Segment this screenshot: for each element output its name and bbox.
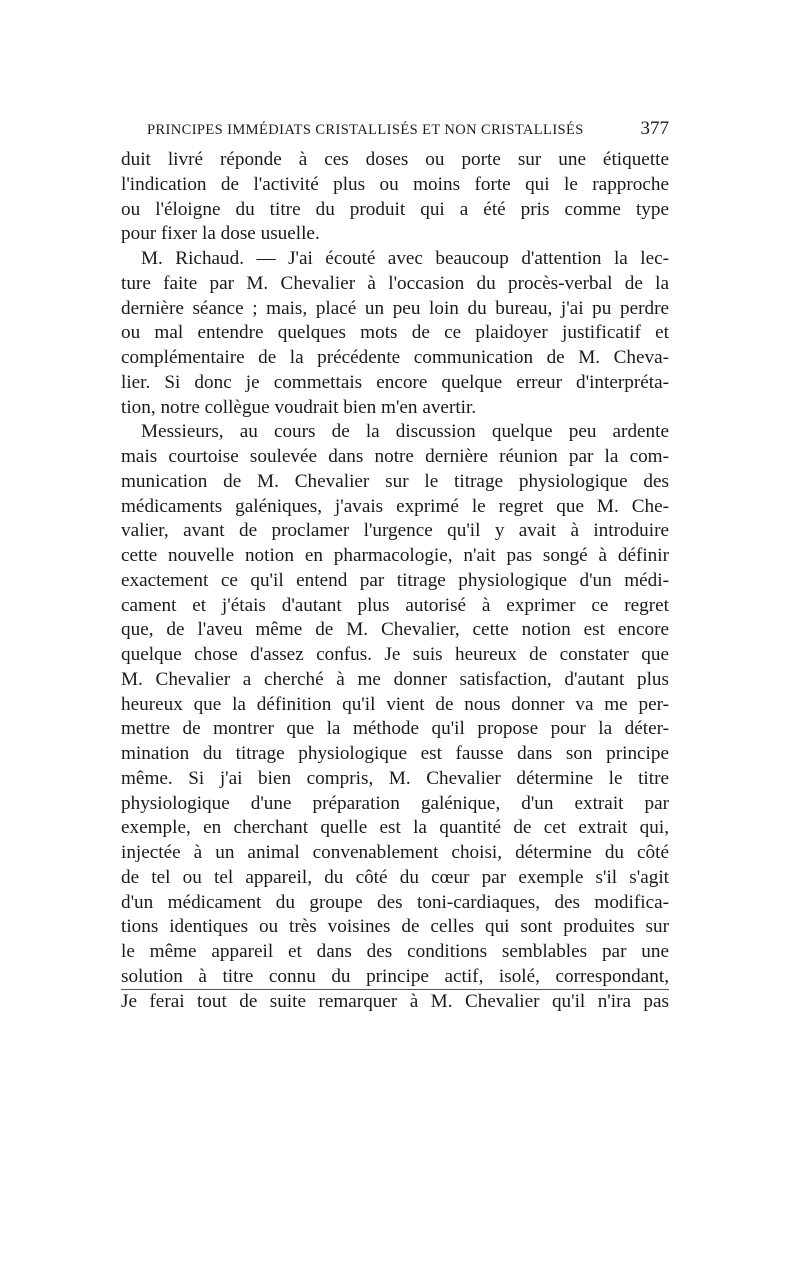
text-line: tion, notre collègue voudrait bien m'en avertir. <box>121 396 477 418</box>
text-line: ou l'éloigne du titre du produit qui a été pris comme type <box>121 198 669 220</box>
text-line: pour fixer la dose usuelle. <box>121 223 320 245</box>
page-number: 377 <box>640 118 669 139</box>
text-line: lier. Si donc je commettais encore quelque erreur d'interpréta- <box>121 371 669 393</box>
text-line: munication de M. Chevalier sur le titrage physiologique des <box>121 470 669 492</box>
text-line: dernière séance ; mais, placé un peu loin du bureau, j'ai pu perdre <box>121 297 669 319</box>
text-line: l'indication de l'activité plus ou moins forte qui le rapproche <box>121 173 669 195</box>
text-line: tions identiques ou très voisines de celles qui sont produites sur <box>121 916 669 938</box>
speaker-line: M. Richaud. — J'ai écouté avec beaucoup d'attention la lec- <box>141 248 669 269</box>
text-line: exactement ce qu'il entend par titrage physiologique d'un médi- <box>121 569 669 591</box>
text-line: physiologique d'une préparation galénique, d'un extrait par <box>121 792 669 814</box>
text-line: le même appareil et dans des conditions semblables par une <box>121 941 669 962</box>
text-line: cament et j'étais d'autant plus autorisé à exprimer ce regret <box>121 594 669 616</box>
text-line: cette nouvelle notion en pharmacologie, n'ait pas songé à définir <box>121 545 669 566</box>
text-line: que, de l'aveu même de M. Chevalier, cette notion est encore <box>121 619 669 641</box>
text-line: mination du titrage physiologique est fausse dans son principe <box>121 743 669 764</box>
text-line: de tel ou tel appareil, du côté du cœur par exemple s'il s'agit <box>121 866 669 888</box>
running-head <box>147 118 669 140</box>
text-line: d'un médicament du groupe des toni-cardiaques, des modifica- <box>121 891 669 913</box>
running-title: PRINCIPES IMMÉDIATS CRISTALLISÉS ET NON CRISTALLISÉS <box>147 122 584 138</box>
paragraph-start-line: Messieurs, au cours de la discussion quelque peu ardente <box>141 421 669 443</box>
text-line: Je ferai tout de suite remarquer à M. Chevalier qu'il n'ira pas <box>121 990 669 1012</box>
text-line: exemple, en cherchant quelle est la quantité de cet extrait qui, <box>121 817 669 839</box>
text-line: ture faite par M. Chevalier à l'occasion du procès-verbal de la <box>121 272 669 294</box>
text-line: mettre de montrer que la méthode qu'il propose pour la déter- <box>121 718 669 740</box>
text-line: M. Chevalier a cherché à me donner satisfaction, d'autant plus <box>121 668 669 690</box>
text-line: valier, avant de proclamer l'urgence qu'il y avait à introduire <box>121 520 669 542</box>
text-line: mais courtoise soulevée dans notre dernière réunion par la com- <box>121 446 669 467</box>
text-line: heureux que la définition qu'il vient de nous donner va me per- <box>121 693 669 715</box>
text-line: ou mal entendre quelques mots de ce plaidoyer justificatif et <box>121 322 669 344</box>
text-line: même. Si j'ai bien compris, M. Chevalier détermine le titre <box>121 767 669 789</box>
text-line: injectée à un animal convenablement choisi, détermine du côté <box>121 842 669 863</box>
text-line: duit livré réponde à ces doses ou porte sur une étiquette <box>121 149 669 170</box>
text-line: quelque chose d'assez confus. Je suis heureux de constater que <box>121 644 669 665</box>
text-line: complémentaire de la précédente communication de M. Cheva- <box>121 347 669 368</box>
underlined-text-line: solution à titre connu du principe actif, isolé, correspondant, <box>121 965 669 990</box>
body-text <box>121 148 669 1014</box>
text-line: médicaments galéniques, j'avais exprimé le regret que M. Che- <box>121 495 669 517</box>
